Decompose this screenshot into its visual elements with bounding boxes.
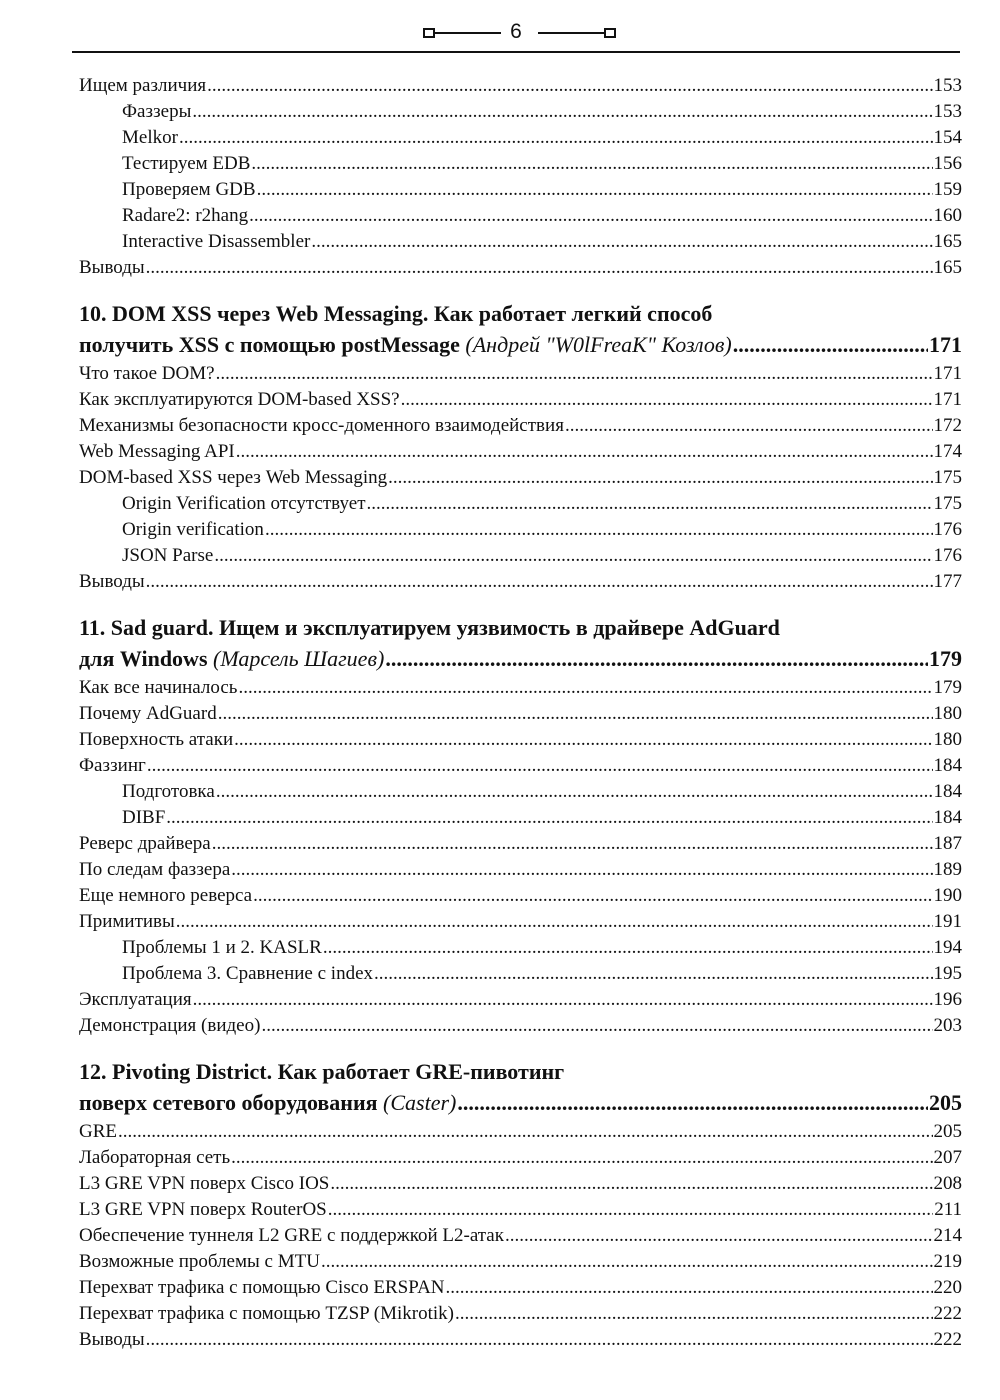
toc-entry-title: L3 GRE VPN поверх Cisco IOS [79, 1173, 330, 1194]
toc-entry-page: 176 [933, 519, 962, 540]
toc-leader-dots [367, 491, 933, 517]
toc-entry-title: Проблемы 1 и 2. KASLR [122, 937, 322, 958]
chapter-title-text: поверх сетевого оборудования [79, 1090, 378, 1115]
toc-entry [79, 1197, 962, 1223]
toc-entry-page: 187 [933, 833, 962, 854]
chapter-title-line1: 10. DOM XSS через Web Messaging. Как работает легкий способ [79, 301, 713, 326]
toc-leader-dots [321, 1249, 933, 1275]
toc-entry-page: 153 [933, 75, 962, 96]
toc-leader-dots [212, 831, 933, 857]
chapter-title-line2 [79, 1087, 962, 1119]
toc-leader-dots [216, 779, 933, 805]
toc-leader-dots [323, 935, 933, 961]
toc-entry-page: 205 [933, 1121, 962, 1142]
toc-leader-dots [166, 805, 932, 831]
toc-entry [79, 909, 962, 935]
toc-entry-page: 184 [933, 807, 962, 828]
toc-entry-page: 179 [933, 677, 962, 698]
toc-entry-title: Перехват трафика с помощью Cisco ERSPAN [79, 1277, 445, 1298]
table-of-contents [79, 73, 962, 1353]
toc-entry [79, 99, 962, 125]
toc-leader-dots [193, 987, 933, 1013]
toc-entry [79, 727, 962, 753]
toc-leader-dots [147, 753, 933, 779]
toc-entry [79, 361, 962, 387]
toc-entry-page: 214 [933, 1225, 962, 1246]
toc-leader-dots [231, 857, 932, 883]
chapter-title-text: для Windows [79, 646, 208, 671]
toc-entry [79, 543, 962, 569]
toc-entry-title: Origin Verification отсутствует [122, 493, 366, 514]
toc-entry-title: Как эксплуатируются DOM-based XSS? [79, 389, 400, 410]
toc-entry [79, 125, 962, 151]
toc-leader-dots [505, 1223, 933, 1249]
toc-entry [79, 517, 962, 543]
toc-entry-title: Еще немного реверса [79, 885, 253, 906]
toc-entry [79, 465, 962, 491]
toc-entry-title: Примитивы [79, 911, 175, 932]
chapter-title-line1: 12. Pivoting District. Как работает GRE-пивотинг [79, 1059, 565, 1084]
page-header [72, 14, 960, 54]
toc-leader-dots [236, 439, 933, 465]
toc-leader-dots [249, 203, 932, 229]
toc-leader-dots [261, 1013, 932, 1039]
toc-entry-page: 165 [933, 231, 962, 252]
toc-entry-title: GRE [79, 1121, 117, 1142]
chapter-author: (Марсель Шагиев) [213, 646, 385, 671]
toc-leader-dots [565, 413, 933, 439]
toc-entry-title: Подготовка [122, 781, 215, 802]
toc-entry-title: Перехват трафика с помощью TZSP (Mikrotik) [79, 1303, 454, 1324]
chapter-title-text: получить XSS с помощью postMessage [79, 332, 460, 357]
toc-entry [79, 177, 962, 203]
toc-entry-title: Механизмы безопасности кросс-доменного взаимодействия [79, 415, 564, 436]
toc-entry-page: 154 [933, 127, 962, 148]
toc-entry-page: 189 [933, 859, 962, 880]
toc-leader-dots [118, 1119, 933, 1145]
toc-leader-dots [401, 387, 933, 413]
toc-entry-title: Тестируем EDB [122, 153, 251, 174]
toc-leader-dots [238, 675, 932, 701]
toc-leader-dots [214, 543, 932, 569]
page-number: 6 [510, 20, 522, 43]
toc-entry-title: Эксплуатация [79, 989, 192, 1010]
toc-leader-dots [192, 99, 932, 125]
toc-leader-dots [146, 1327, 933, 1353]
toc-entry-title: Origin verification [122, 519, 264, 540]
toc-entry-title: Проблема 3. Сравнение с index [122, 963, 373, 984]
toc-leader-dots [455, 1301, 933, 1327]
toc-entry [79, 1145, 962, 1171]
toc-entry [79, 229, 962, 255]
toc-entry-title: Обеспечение туннеля L2 GRE с поддержкой L2-атак [79, 1225, 504, 1246]
toc-leader-dots [328, 1197, 933, 1223]
toc-entry-page: 165 [933, 257, 962, 278]
toc-entry [79, 413, 962, 439]
toc-entry-title: Melkor [122, 127, 178, 148]
toc-entry-title: DOM-based XSS через Web Messaging [79, 467, 388, 488]
chapter-page: 205 [929, 1090, 962, 1115]
toc-entry [79, 491, 962, 517]
toc-leader-dots [385, 643, 928, 675]
toc-entry-title: Фаззинг [79, 755, 146, 776]
toc-leader-dots [257, 177, 933, 203]
chapter-title-line2-text [79, 329, 732, 361]
toc-entry [79, 883, 962, 909]
toc-leader-dots [265, 517, 933, 543]
toc-entry-title: Фаззеры [122, 101, 192, 122]
toc-leader-dots [234, 727, 932, 753]
toc-entry-title: Что такое DOM? [79, 363, 215, 384]
toc-entry [79, 701, 962, 727]
toc-entry [79, 753, 962, 779]
toc-leader-dots [253, 883, 932, 909]
toc-leader-dots [457, 1087, 928, 1119]
toc-entry-title: Поверхность атаки [79, 729, 234, 750]
toc-leader-dots [176, 909, 933, 935]
toc-leader-dots [330, 1171, 932, 1197]
toc-entry-title: Interactive Disassembler [122, 231, 311, 252]
toc-entry-page: 172 [933, 415, 962, 436]
toc-entry [79, 779, 962, 805]
toc-entry-page: 208 [933, 1173, 962, 1194]
toc-entry-page: 220 [933, 1277, 962, 1298]
toc-entry-title: Возможные проблемы с MTU [79, 1251, 320, 1272]
toc-entry [79, 935, 962, 961]
toc-entry-title: Ищем различия [79, 75, 207, 96]
toc-entry [79, 675, 962, 701]
toc-entry-title: Проверяем GDB [122, 179, 256, 200]
toc-entry-page: 196 [933, 989, 962, 1010]
toc-leader-dots [388, 465, 932, 491]
toc-entry-page: 190 [933, 885, 962, 906]
toc-entry-page: 180 [933, 703, 962, 724]
toc-entry-title: Как все начиналось [79, 677, 238, 698]
toc-entry-page: 207 [933, 1147, 962, 1168]
toc-entry-page: 171 [933, 389, 962, 410]
toc-entry [79, 151, 962, 177]
chapter-title-line2-text [79, 1087, 456, 1119]
toc-entry-page: 203 [933, 1015, 962, 1036]
toc-leader-dots [218, 701, 933, 727]
header-ornament-right-icon [536, 28, 616, 38]
toc-leader-dots [207, 73, 932, 99]
toc-entry [79, 1223, 962, 1249]
toc-entry-page: 171 [933, 363, 962, 384]
toc-entry-page: 211 [934, 1199, 962, 1220]
chapter-title-line2 [79, 329, 962, 361]
toc-entry-page: 195 [933, 963, 962, 984]
toc-entry [79, 1275, 962, 1301]
chapter-block [79, 299, 962, 595]
toc-entry [79, 805, 962, 831]
toc-entry [79, 73, 962, 99]
toc-entry [79, 569, 962, 595]
toc-entry-page: 184 [933, 781, 962, 802]
toc-entry [79, 439, 962, 465]
toc-entry-page: 175 [933, 467, 962, 488]
toc-entry [79, 1119, 962, 1145]
toc-entry-title: L3 GRE VPN поверх RouterOS [79, 1199, 327, 1220]
chapter-title-line2-text [79, 643, 384, 675]
toc-leader-dots [231, 1145, 932, 1171]
toc-entry-page: 194 [933, 937, 962, 958]
toc-entry-title: По следам фаззера [79, 859, 231, 880]
toc-entry-title: Radare2: r2hang [122, 205, 249, 226]
toc-entry-title: Выводы [79, 257, 145, 278]
toc-entry-page: 219 [933, 1251, 962, 1272]
toc-entry-page: 184 [933, 755, 962, 776]
toc-entry [79, 1327, 962, 1353]
toc-entry-page: 175 [933, 493, 962, 514]
toc-entry-page: 191 [933, 911, 962, 932]
toc-entry-title: Демонстрация (видео) [79, 1015, 261, 1036]
toc-entry-page: 160 [933, 205, 962, 226]
toc-entry [79, 831, 962, 857]
toc-entry [79, 1171, 962, 1197]
toc-entry-page: 176 [933, 545, 962, 566]
toc-entry [79, 1301, 962, 1327]
toc-entry-page: 153 [933, 101, 962, 122]
toc-entry-page: 159 [933, 179, 962, 200]
toc-entry-page: 156 [933, 153, 962, 174]
toc-entry-title: Выводы [79, 1329, 145, 1350]
toc-leader-dots [374, 961, 933, 987]
chapter-author: (Caster) [383, 1090, 457, 1115]
toc-leader-dots [146, 569, 933, 595]
toc-entry-title: Реверс драйвера [79, 833, 211, 854]
toc-leader-dots [733, 329, 928, 361]
toc-entry-title: Выводы [79, 571, 145, 592]
toc-entry-title: DIBF [122, 807, 166, 828]
toc-leader-dots [446, 1275, 933, 1301]
toc-entry-page: 222 [933, 1329, 962, 1350]
toc-entry-title: Лабораторная сеть [79, 1147, 231, 1168]
header-rule [72, 51, 960, 53]
chapter-author: (Андрей "W0lFreaK" Козлов) [465, 332, 732, 357]
chapter-block [79, 613, 962, 1039]
toc-entry [79, 987, 962, 1013]
toc-entry-page: 177 [933, 571, 962, 592]
toc-entry [79, 387, 962, 413]
toc-leader-dots [311, 229, 932, 255]
chapter-block [79, 1057, 962, 1353]
toc-entry [79, 255, 962, 281]
toc-entry-page: 180 [933, 729, 962, 750]
toc-entry-title: JSON Parse [122, 545, 214, 566]
toc-leader-dots [179, 125, 933, 151]
chapter-page: 179 [929, 646, 962, 671]
toc-entry [79, 857, 962, 883]
chapter-page: 171 [929, 332, 962, 357]
chapter-title-line1: 11. Sad guard. Ищем и эксплуатируем уязвимость в драйвере AdGuard [79, 615, 780, 640]
toc-entry-title: Web Messaging API [79, 441, 235, 462]
toc-entry-page: 174 [933, 441, 962, 462]
chapter-title-line2 [79, 643, 962, 675]
toc-entry-title: Почему AdGuard [79, 703, 217, 724]
toc-entry [79, 203, 962, 229]
toc-entry [79, 961, 962, 987]
toc-leader-dots [251, 151, 932, 177]
toc-entry-page: 222 [933, 1303, 962, 1324]
toc-leader-dots [146, 255, 933, 281]
toc-entry [79, 1249, 962, 1275]
toc-entry [79, 1013, 962, 1039]
toc-leader-dots [216, 361, 933, 387]
